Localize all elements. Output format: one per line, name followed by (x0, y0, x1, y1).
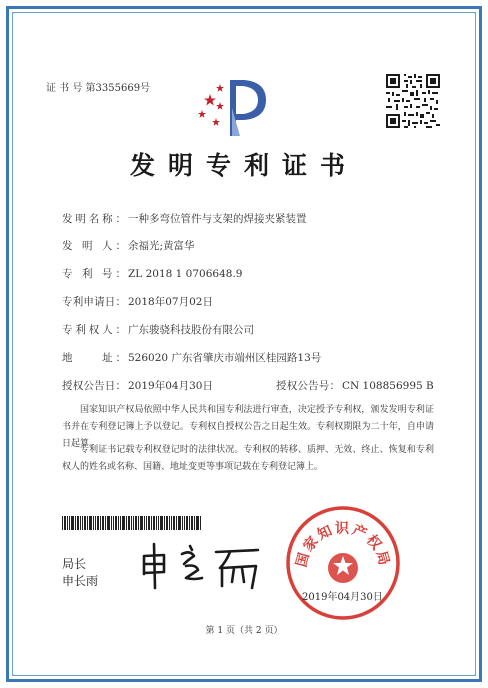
field-value: 2018年07月02日 (128, 296, 213, 308)
field-value: ZL 2018 1 0706648.9 (128, 268, 243, 280)
field-label: 授权公告号： (276, 380, 340, 392)
field-label: 授权公告日： (62, 380, 126, 392)
qr-code-icon (386, 74, 440, 128)
field-value: CN 108856995 B (342, 380, 434, 392)
field-value: 2019年04月30日 (128, 380, 213, 392)
field-value: 广东骏骁科技股份有限公司 (128, 324, 254, 336)
field-inventor (62, 238, 195, 253)
field-invention-name (62, 211, 307, 226)
field-address (62, 350, 321, 365)
body-paragraph-grant: 国家知识产权局依照中华人民共和国专利法进行审查，决定授予专利权，颁发发明专利证书并在专利登记簿上予以登记。专利权自授权公告之日起生效。专利权期限为二十年，自申请日起算。 (62, 405, 434, 449)
body-paragraph-register: 专利证书记载专利权登记时的法律状况。专利权的转移、质押、无效、终止、恢复和专利权人的姓名或名称、国籍、地址变更等事项记载在专利登记簿上。 (62, 445, 434, 472)
patent-office-logo-icon (196, 74, 272, 138)
director-name: 申长雨 (62, 574, 99, 588)
field-grant-date (62, 378, 213, 393)
field-patent-number (62, 266, 242, 281)
field-value: 余福光;黄富华 (128, 240, 195, 252)
page-number: 第 1 页（共 2 页） (205, 626, 283, 636)
official-seal-icon (284, 504, 402, 622)
field-label: 发明名称： (62, 213, 126, 225)
certificate-number: 证 书 号 第3355669号 (46, 83, 151, 94)
field-filing-date (62, 294, 213, 309)
seal-text: 国家知识产权局 (293, 521, 393, 569)
document-title: 发明专利证书 (129, 151, 358, 180)
field-label: 地 址： (62, 352, 126, 364)
barcode-icon (62, 516, 202, 530)
field-value: 526020 广东省肇庆市端州区桂园路13号 (128, 352, 322, 364)
seal-date: 2019年04月30日 (302, 592, 383, 603)
field-grant-number (276, 378, 434, 393)
field-label: 专利申请日： (62, 296, 126, 308)
field-patentee (62, 322, 254, 337)
field-value: 一种多弯位管件与支架的焊接夹紧装置 (128, 213, 307, 225)
field-label: 专 利 号： (62, 268, 126, 280)
field-label: 专利权人： (62, 324, 126, 336)
director-title: 局长 (62, 557, 87, 571)
director-signature-icon (134, 538, 268, 592)
field-label: 发 明 人： (62, 240, 126, 252)
